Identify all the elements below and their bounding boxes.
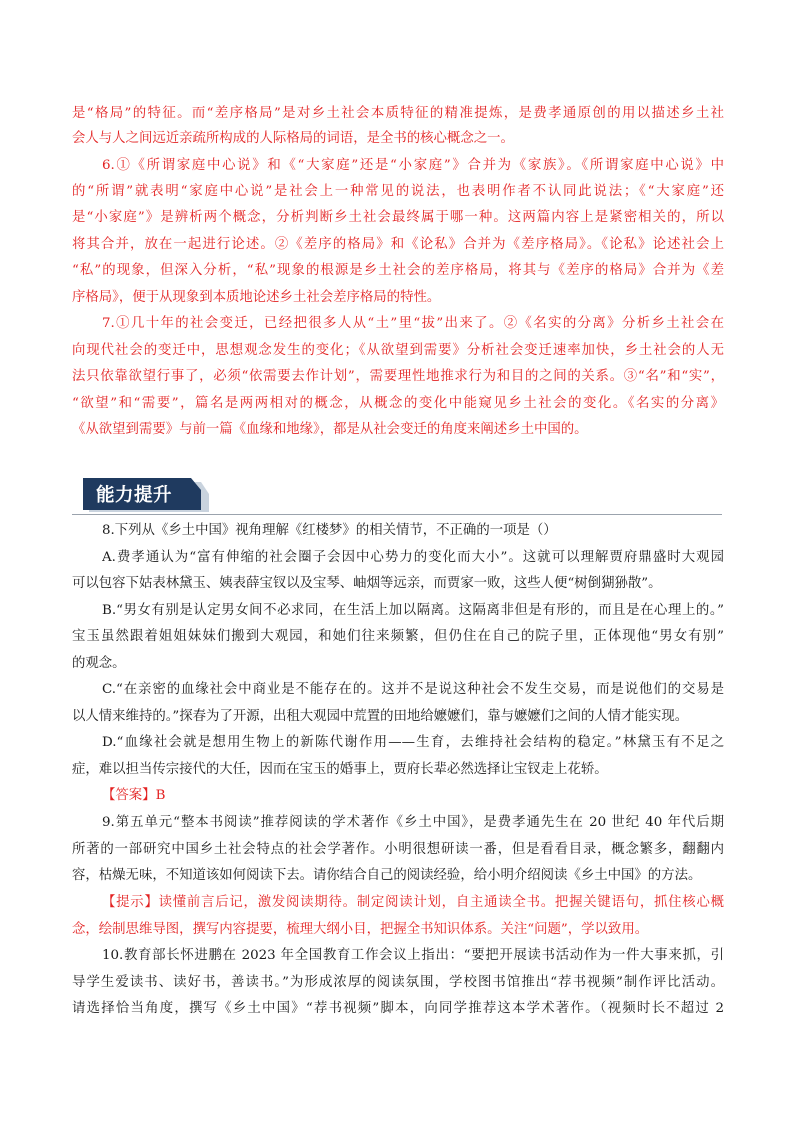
- answer-6-line: 序格局》，便于从现象到本质地论述乡土社会差序格局的特性。: [72, 290, 441, 305]
- option-b-line: 宝玉虽然跟着姐姐妹妹们搬到大观园，和她们往来频繁，但仍住在自己的院子里，正体现他“男女有别”: [72, 629, 724, 644]
- option-b-line: B.“男女有别是认定男女间不必求同，在生活上加以隔离。这隔离非但是有形的，而且是在心理上的。”: [102, 603, 724, 618]
- question-9-hint-line: 念，绘制思维导图，撰写内容提要，梳理大纲小目，把握全书知识体系。关注“问题”，学以致用。: [72, 922, 649, 937]
- option-b-line: 的观念。: [72, 656, 126, 671]
- question-9-line: 9.第五单元“整本书阅读”推荐阅读的学术著作《乡土中国》，是费孝通先生在 20 世纪 40 年代后期: [102, 815, 724, 830]
- answer-value: B: [155, 788, 166, 803]
- answer-7-line: 向现代社会的变迁中，思想观念发生的变化；《从欲望到需要》分析社会变迁速率加快，乡土社会的人无: [72, 343, 724, 358]
- answer-6-line: 的“所谓”就表明“家庭中心说”是社会上一种常见的说法，也表明作者不认同此说法；《“大家庭”还: [72, 184, 724, 199]
- option-c-line: C.“在亲密的血缘社会中商业是不能存在的。这并不是说这种社会不发生交易，而是说他们的交易是: [102, 682, 724, 697]
- answer-7-line: 《从欲望到需要》与前一篇《血缘和地缘》，都是从社会变迁的角度来阐述乡土中国的。: [72, 422, 588, 437]
- option-a-line: 可以包容下姑表林黛玉、姨表薛宝钗以及宝琴、岫烟等远亲，而贾家一败，这些人便“树倒猢狲散”。: [72, 576, 662, 591]
- section-divider: [72, 514, 722, 515]
- answer-text-line: 会人与人之间远近亲疏所构成的人际格局的词语，是全书的核心概念之一。: [72, 131, 514, 146]
- section-title: 能力提升: [96, 485, 173, 506]
- answer-6-line: “私”的现象，但深入分析，“私”现象的根源是乡土社会的差序格局，将其与《差序的格局》合并为《差: [72, 263, 724, 278]
- answer-7-line: “欲望”和“需要”，篇名是两两相对的概念，从概念的变化中能窥见乡土社会的变化。《名实的分离》: [72, 396, 724, 411]
- question-10-line: 10.教育部长怀进鹏在 2023 年全国教育工作会议上指出：“要把开展读书活动作为一件大事来抓，引: [102, 948, 724, 963]
- question-8-stem: 8.下列从《乡土中国》视角理解《红楼梦》的相关情节，不正确的一项是（）: [102, 523, 557, 538]
- answer-7-line: 法只依靠欲望行事了，必须“依需要去作计划”，需要理性地推求行为和目的之间的关系。③“名”和“实”，: [72, 369, 724, 384]
- option-c-line: 以人情来维持的。”探春为了开源，出租大观园中荒置的田地给嬷嬷们，靠与嬷嬷们之间的人情才能实现。: [72, 709, 689, 724]
- answer-6-line: 是“小家庭”》是辨析两个概念，分析判断乡土社会最终属于哪一种。这两篇内容上是紧密相关的，所以: [72, 210, 724, 225]
- question-9-line: 所著的一部研究中国乡土社会特点的社会学著作。小明很想研读一番，但是看看目录，概念繁多，翻翻内: [72, 842, 724, 857]
- question-10-line: 请选择恰当角度，撰写《乡土中国》“荐书视频”脚本，向同学推荐这本学术著作。（视频时长不超过 2: [72, 1001, 724, 1016]
- question-10-line: 导学生爱读书、读好书，善读书。”为形成浓厚的阅读氛围，学校图书馆推出“荐书视频”制作评比活动。: [72, 975, 724, 990]
- answer-7-line: 7.①几十年的社会变迁，已经把很多人从“土”里“拔”出来了。②《名实的分离》分析乡土社会在: [102, 316, 724, 331]
- answer-label: 【答案】: [102, 788, 156, 803]
- answer-6-line: 将其合并，放在一起进行论述。②《差序的格局》和《论私》合并为《差序格局》。《论私》论述社会上: [72, 237, 724, 252]
- answer-6-line: 6.①《所谓家庭中心说》和《“大家庭”还是“小家庭”》合并为《家族》。《所谓家庭中心说》中: [102, 158, 724, 173]
- question-9-line: 容，枯燥无味，不知道该如何阅读下去。请你结合自己的阅读经验，给小明介绍阅读《乡土中国》的方法。: [72, 868, 702, 883]
- option-a-line: A.费孝通认为“富有伸缩的社会圈子会因中心势力的变化而大小”。这就可以理解贾府鼎盛时大观园: [102, 550, 724, 565]
- option-d-line: 症，难以担当传宗接代的大任，因而在宝玉的婚事上，贾府长辈必然选择让宝钗走上花轿。: [72, 762, 608, 777]
- answer-text-line: 是“格局”的特征。而“差序格局”是对乡土社会本质特征的精准提炼，是费孝通原创的用以描述乡土社: [72, 106, 724, 121]
- option-d-line: D.“血缘社会就是想用生物上的新陈代谢作用——生育，去维持社会结构的稳定。”林黛玉有不足之: [102, 735, 724, 750]
- question-9-hint-line: 【提示】读懂前言后记，激发阅读期待。制定阅读计划，自主通读全书。把握关键语句，抓住核心概: [102, 895, 724, 910]
- question-8-answer: [102, 786, 724, 805]
